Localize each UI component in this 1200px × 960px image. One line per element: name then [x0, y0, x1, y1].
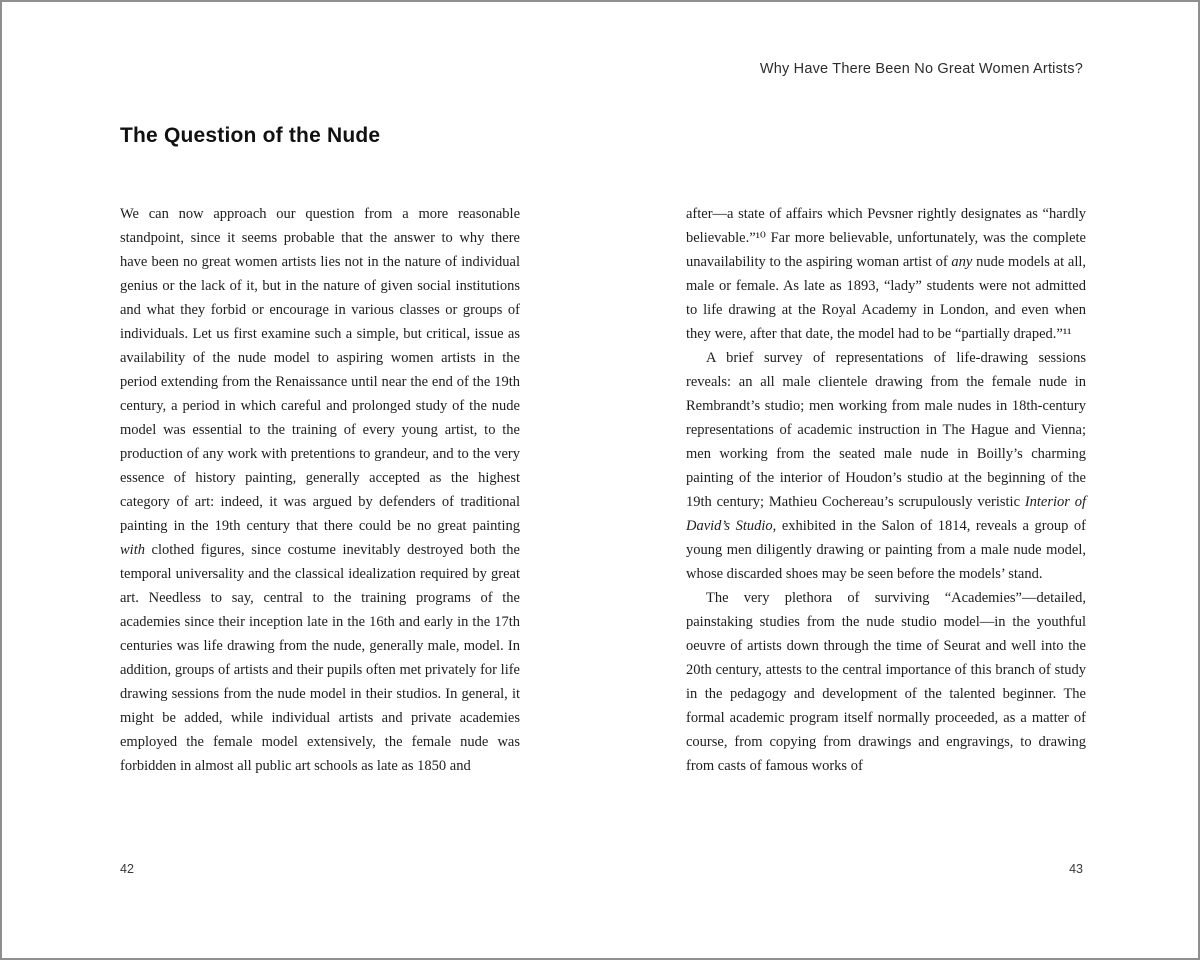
body-paragraph: We can now approach our question from a more reasonable standpoint, since it seems probable that the answer to why there have been no great women artists lies not in the nature of individual genius or the lack of it, but in the nature of given social institutions and what they forbid or encourage in various classes or groups of individuals. Let us first examine such a simple, but critical, issue as availability of the nude model to aspiring women artists in the period extending from the Renaissance until near the end of the 19th century, a period in which careful and prolonged study of the nude model was essential to the training of every young artist, to the production of any work with pretentions to grandeur, and to the very essence of history painting, generally accepted as the highest category of art: indeed, it was argued by defenders of traditional painting in the 19th century that there could be no great painting with clothed figures, since costume inevitably destroyed both the temporal universality and the classical idealization required by great art. Needless to say, central to the training programs of the academies since their inception late in the 16th and early in the 17th centuries was life drawing from the nude, generally male, model. In addition, groups of artists and their pupils often met privately for life drawing sessions from the nude model in their studios. In general, it might be added, while individual artists and private academies employed the female model extensively, the female nude was forbidden in almost all public art schools as late as 1850 and — [120, 206, 520, 774]
body-paragraph: A brief survey of representations of life-drawing sessions reveals: an all male clientele drawing from the female nude in Rembrandt’s studio; men working from male nudes in 18th-century representations of academic instruction in The Hague and Vienna; men working from the seated male nude in Boilly’s charming painting of the interior of Houdon’s studio at the beginning of the 19th century; Mathieu Cochereau’s scrupulously veristic Interior of David’s Studio, exhibited in the Salon of 1814, reveals a group of young men diligently drawing or painting from a male nude model, whose discarded shoes may be seen before the models’ stand. — [686, 350, 1086, 582]
left-page-number: 42 — [120, 862, 134, 876]
section-title: The Question of the Nude — [120, 124, 381, 147]
right-page-number: 43 — [1069, 862, 1083, 876]
right-page-text — [686, 202, 1086, 778]
body-paragraph: The very plethora of surviving “Academies”—detailed, painstaking studies from the nude studio model—in the youthful oeuvre of artists down through the time of Seurat and well into the 20th century, attests to the central importance of this branch of study in the pedagogy and development of the talented beginner. The formal academic program itself normally proceeded, as a matter of course, from copying from drawings and engravings, to drawing from casts of famous works of — [686, 590, 1086, 774]
left-page-text — [120, 202, 520, 778]
body-paragraph: after—a state of affairs which Pevsner rightly designates as “hardly believable.”¹⁰ Far more believable, unfortunately, was the complete unavailability to the aspiring woman artist of any nude models at all, male or female. As late as 1893, “lady” students were not admitted to life drawing at the Royal Academy in London, and even when they were, after that date, the model had to be “partially draped.”¹¹ — [686, 206, 1086, 342]
running-header: Why Have There Been No Great Women Artists? — [759, 61, 1083, 77]
